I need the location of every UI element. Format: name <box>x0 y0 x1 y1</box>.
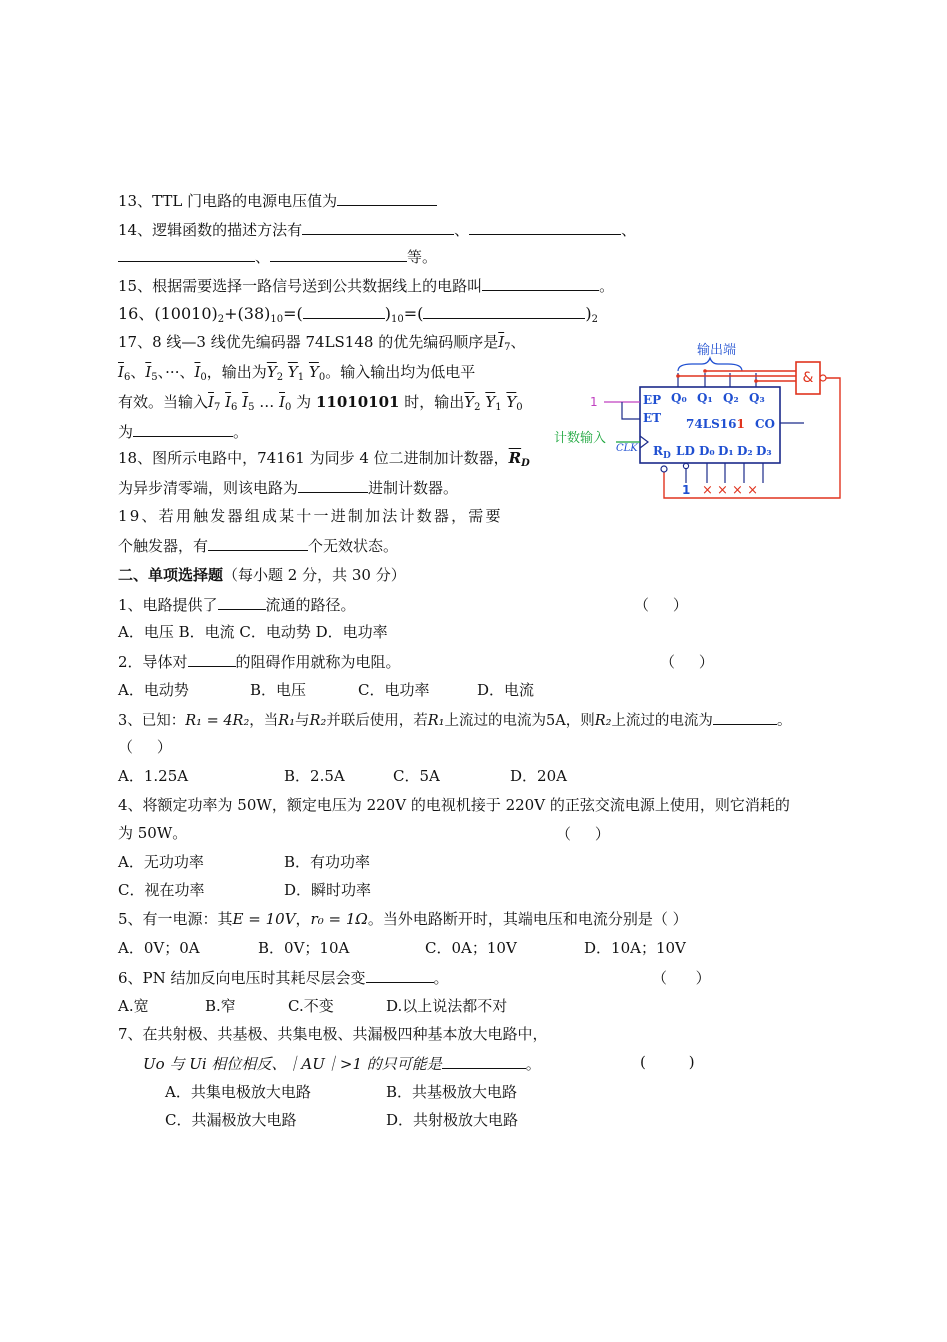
separator: 、 <box>454 221 470 239</box>
answer-blank[interactable] <box>270 246 407 262</box>
question-text: 。当外电路断开时，其端电压和电流分别是（ ） <box>367 910 688 928</box>
separator: 、 <box>179 363 195 381</box>
pin-label-rd: $R_D$ <box>653 444 671 461</box>
question-text: 。 <box>525 1055 541 1073</box>
enable-high-label: 1 <box>590 395 598 409</box>
answer-blank[interactable] <box>208 535 308 551</box>
answer-blank[interactable] <box>302 219 454 235</box>
question-text: 。 <box>433 969 449 987</box>
answer-paren[interactable]: （ ） <box>118 738 172 756</box>
question-text: 19、若用触发器组成某十一进制加法计数器，需要 <box>118 507 503 525</box>
question-text: 个触发器，有 <box>118 537 209 555</box>
question-text: 。 <box>599 277 615 295</box>
symbol-I: $\overline{I}$ <box>118 363 124 381</box>
symbol-r1: R₁ <box>278 713 296 729</box>
mc-question-7-line2 <box>143 1053 541 1074</box>
subscript: 1 <box>297 372 305 383</box>
question-text: ) <box>384 304 392 323</box>
option-a[interactable]: A.宽 <box>118 997 149 1015</box>
question-text: 时，输出 <box>404 393 465 411</box>
subscript: 0 <box>200 372 207 383</box>
rd-bubble <box>661 466 667 472</box>
option-a[interactable]: A．1.25A <box>118 767 189 785</box>
ld-high-label: 1 <box>682 483 691 497</box>
pin-label-et: ET <box>643 411 662 425</box>
count-input-label: 计数输入 <box>554 431 607 446</box>
counter-circuit-diagram <box>554 336 844 504</box>
pin-label-ep: EP <box>643 393 662 407</box>
junction-dot <box>676 374 680 378</box>
mc-options-1 <box>118 622 388 642</box>
section-note: （每小题 2 分，共 30 分） <box>223 566 406 584</box>
and-gate-label: & <box>802 370 814 386</box>
answer-blank[interactable] <box>442 1053 526 1069</box>
pin-label-d3: D₃ <box>756 444 772 458</box>
question-text: 7、在共射极、共基极、共集电极、共漏极四种基本放大电路中， <box>118 1025 548 1043</box>
pin-label-co: CO <box>755 417 776 431</box>
symbol-r2: R₂ <box>309 713 327 729</box>
answer-blank[interactable] <box>423 303 585 319</box>
answer-paren[interactable]: （ ） <box>652 969 711 987</box>
option-b[interactable]: B.窄 <box>205 997 236 1015</box>
subscript: 7 <box>504 342 511 353</box>
symbol-I: $\overline{I}$ <box>242 393 249 411</box>
symbol-Y: $\overline{Y}$ <box>464 393 475 411</box>
option-d[interactable]: D．共射极放大电路 <box>386 1111 519 1129</box>
option-a[interactable]: A．电动势 <box>118 681 189 699</box>
question-text: ，输出为 <box>206 363 267 381</box>
question-text: 16、(10010) <box>118 304 218 323</box>
question-text: =( <box>403 304 424 323</box>
separator: 、 <box>157 363 166 381</box>
question-text: 为 50W。 <box>118 824 188 842</box>
answer-blank[interactable] <box>133 421 233 437</box>
junction-dot <box>703 369 707 373</box>
option-d[interactable]: D．20A <box>510 767 567 785</box>
question-text: 进制计数器。 <box>368 479 459 497</box>
mc-question-1 <box>118 594 356 615</box>
symbol-I: $\overline{I}$ <box>145 363 152 381</box>
formula: r₀ = 1Ω <box>310 910 368 928</box>
question-text: 并联后使用，若 <box>326 713 428 729</box>
pin-label-q0: Q₀ <box>671 391 687 405</box>
question-text: 。 <box>776 713 792 729</box>
answer-blank[interactable] <box>303 303 385 319</box>
question-text: 2．导体对 <box>118 653 188 671</box>
option-c[interactable]: C．0A；10V <box>425 939 517 957</box>
answer-paren[interactable]: （ ） <box>660 653 714 671</box>
question-18 <box>118 448 530 474</box>
question-16 <box>118 303 598 330</box>
question-text: 14、逻辑函数的描述方法有 <box>118 221 303 239</box>
subscript: 10 <box>391 314 404 325</box>
option-c[interactable]: C．视在功率 <box>118 881 205 899</box>
question-15 <box>118 275 614 296</box>
option-c[interactable]: C．电功率 <box>358 681 430 699</box>
question-text: 等。 <box>407 248 438 266</box>
symbol-RD: $\overline{R}$ <box>508 449 522 467</box>
option-list[interactable]: A．电压 B．电流 C．电动势 D．电功率 <box>118 623 388 641</box>
question-text: +(38) <box>224 304 271 323</box>
question-text: 的阻碍作用就称为电阻。 <box>235 653 401 671</box>
mc-question-6 <box>118 967 449 988</box>
ellipsis: ··· <box>165 363 180 381</box>
symbol-I: $\overline{I}$ <box>279 393 286 411</box>
formula: R₁ = 4R₂ <box>185 713 250 729</box>
dont-care-marks: × × × × <box>702 483 758 498</box>
symbol-I: $\overline{I}$ <box>225 393 232 411</box>
option-d[interactable]: D．10A；10V <box>584 939 686 957</box>
question-text: Uo 与 Ui 相位相反、｜AU｜>1 的只可能是 <box>143 1055 442 1073</box>
question-text: 流通的路径。 <box>265 596 356 614</box>
question-text: 18、图所示电路中，74161 为同步 4 位二进制加计数器， <box>118 449 509 467</box>
subscript: 10 <box>270 314 284 325</box>
symbol-Y: $\overline{Y}$ <box>287 363 298 381</box>
question-text: 上流过的电流为 <box>611 713 713 729</box>
option-b[interactable]: B．有功功率 <box>284 853 371 871</box>
subscript: 2 <box>217 314 225 325</box>
option-b[interactable]: B．0V；10A <box>258 939 350 957</box>
subscript: 0 <box>285 402 292 413</box>
question-text: 5、有一电源：其 <box>118 910 233 928</box>
symbol-Y: $\overline{Y}$ <box>485 393 496 411</box>
option-c[interactable]: C．共漏极放大电路 <box>165 1111 297 1129</box>
subscript: 6 <box>123 372 131 383</box>
question-text: 为 <box>296 393 312 411</box>
output-label: 输出端 <box>697 343 737 358</box>
option-c[interactable]: C．5A <box>393 767 440 785</box>
ellipsis: … <box>259 393 275 411</box>
pin-label-d2: D₂ <box>737 444 753 458</box>
subscript: 2 <box>276 372 284 383</box>
chip-name: 74LS161 <box>686 417 745 431</box>
question-text: 有效。当输入 <box>118 393 209 411</box>
question-19 <box>118 506 503 526</box>
mc-question-3 <box>118 709 791 731</box>
pin-label-q1: Q₁ <box>697 391 713 405</box>
option-d[interactable]: D．电流 <box>477 681 535 699</box>
separator: 、 <box>255 248 271 266</box>
symbol-I: $\overline{I}$ <box>498 333 505 351</box>
question-text: 与 <box>295 713 310 729</box>
question-text: 3、已知： <box>118 713 186 729</box>
question-14 <box>118 219 636 240</box>
option-d[interactable]: D.以上说法都不对 <box>386 997 508 1015</box>
question-text: 为异步清零端，则该电路为 <box>118 479 299 497</box>
question-text: 6、PN 结加反向电压时其耗尽层会变 <box>118 969 366 987</box>
question-text: 4、将额定功率为 50W，额定电压为 220V 的电视机接于 220V 的正弦交流电源上使用，则它消耗的 <box>118 796 790 814</box>
answer-blank[interactable] <box>482 275 599 291</box>
question-text: 。 <box>233 423 249 441</box>
pin-label-d0: D₀ <box>699 444 715 458</box>
symbol-r1: R₁ <box>427 713 445 729</box>
subscript: 0 <box>516 402 523 413</box>
option-a[interactable]: A．0V；0A <box>118 939 200 957</box>
junction-dot <box>754 379 758 383</box>
symbol-r2: R₂ <box>594 713 612 729</box>
symbol-Y: $\overline{Y}$ <box>308 363 319 381</box>
pin-label-q2: Q₂ <box>723 391 739 405</box>
subscript: 6 <box>231 402 238 413</box>
question-text: 为 <box>118 423 134 441</box>
question-text: ) <box>585 304 592 323</box>
question-17-line3 <box>118 392 523 418</box>
separator: 、 <box>510 333 526 351</box>
section-2-heading <box>118 565 406 585</box>
and-output-bubble <box>820 375 826 381</box>
ld-bubble <box>683 463 688 468</box>
answer-blank[interactable] <box>366 967 434 983</box>
option-c[interactable]: C.不变 <box>288 997 334 1015</box>
answer-blank[interactable] <box>118 246 255 262</box>
mc-question-7 <box>118 1024 548 1044</box>
question-17-line4 <box>118 421 248 442</box>
answer-blank[interactable] <box>298 477 368 493</box>
question-13 <box>118 190 437 211</box>
subscript: 5 <box>151 372 158 383</box>
subscript: 0 <box>318 372 326 383</box>
subscript: D <box>521 458 530 469</box>
option-a[interactable]: A．无功功率 <box>118 853 204 871</box>
mc-question-5 <box>118 909 688 929</box>
option-b[interactable]: B．共基极放大电路 <box>386 1083 518 1101</box>
separator: 、 <box>130 363 146 381</box>
question-text: ，当 <box>249 713 279 729</box>
pin-label-ld: LD <box>676 444 695 458</box>
input-code: 11010101 <box>315 393 400 411</box>
symbol-Y: $\overline{Y}$ <box>506 393 517 411</box>
question-text: 个无效状态。 <box>308 537 399 555</box>
question-text: 17、8 线—3 线优先编码器 74LS148 的优先编码顺序是 <box>118 333 499 351</box>
pin-label-q3: Q₃ <box>749 391 765 405</box>
pin-label-d1: D₁ <box>718 444 734 458</box>
question-19-line2 <box>118 535 398 556</box>
mc-question-2 <box>118 651 401 672</box>
question-18-line2 <box>118 477 458 498</box>
answer-blank[interactable] <box>713 709 777 725</box>
question-text: 上流过的电流为5A，则 <box>444 713 595 729</box>
formula: E = 10V <box>232 910 296 928</box>
clk-label: CLK <box>616 443 638 454</box>
symbol-I: $\overline{I}$ <box>208 393 214 411</box>
mc-question-4-line2 <box>118 823 187 843</box>
option-d[interactable]: D．瞬时功率 <box>284 881 372 899</box>
question-text: 1、电路提供了 <box>118 596 218 614</box>
option-b[interactable]: B．2.5A <box>284 767 345 785</box>
answer-blank[interactable] <box>188 651 236 667</box>
output-brace <box>678 358 742 371</box>
question-14-cont <box>118 246 437 267</box>
separator: 、 <box>621 221 637 239</box>
symbol-Y: $\overline{Y}$ <box>266 363 277 381</box>
answer-paren[interactable]: （ ） <box>556 825 610 843</box>
option-a[interactable]: A．共集电极放大电路 <box>165 1083 311 1101</box>
answer-paren[interactable]: （ ） <box>634 596 688 614</box>
question-text: 15、根据需要选择一路信号送到公共数据线上的电路叫 <box>118 277 483 295</box>
question-text: ， <box>295 910 311 928</box>
answer-blank[interactable] <box>218 594 266 610</box>
section-title: 二、单项选择题 <box>118 566 224 584</box>
symbol-I: $\overline{I}$ <box>194 363 201 381</box>
subscript: 1 <box>495 402 502 413</box>
subscript: 7 <box>213 402 221 413</box>
question-17-line2 <box>118 362 475 388</box>
option-b[interactable]: B．电压 <box>250 681 307 699</box>
mc-question-4 <box>118 795 790 815</box>
subscript: 5 <box>248 402 255 413</box>
answer-blank[interactable] <box>337 190 437 206</box>
question-text: =( <box>283 304 303 323</box>
answer-paren[interactable]: ( ) <box>640 1053 695 1071</box>
question-text: 13、TTL 门电路的电源电压值为 <box>118 192 338 210</box>
question-text: 。输入输出均为低电平 <box>325 363 476 381</box>
et-wire <box>622 402 640 419</box>
question-17 <box>118 332 526 358</box>
answer-blank[interactable] <box>469 219 621 235</box>
subscript: 2 <box>591 314 599 325</box>
subscript: 2 <box>474 402 481 413</box>
